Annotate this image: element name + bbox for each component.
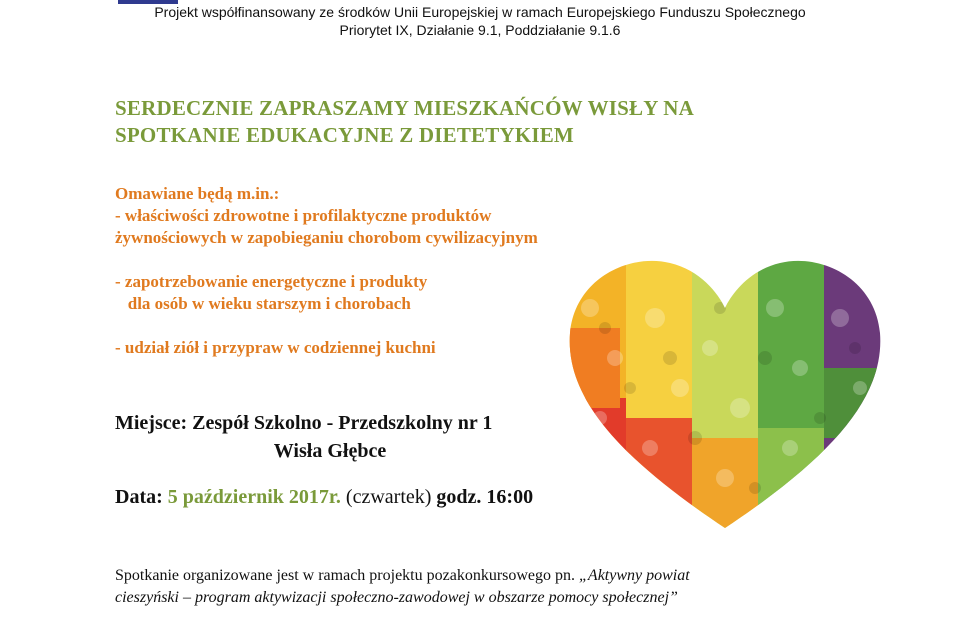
topic-1-line-2: żywnościowych w zapobieganiu chorobom cywilizacyjnym xyxy=(115,228,538,247)
title-line-1: SERDECZNIE ZAPRASZAMY MIESZKAŃCÓW WISŁY NA xyxy=(115,96,694,120)
topic-3: - udział ziół i przypraw w codziennej kuchni xyxy=(115,338,436,357)
topic-2-line-1: - zapotrzebowanie energetyczne i produkty xyxy=(115,272,428,291)
topic-spacer xyxy=(115,315,538,337)
topics-heading: Omawiane będą m.in.: xyxy=(115,184,280,203)
project-note-plain: Spotkanie organizowane jest w ramach projektu pozakonkursowego pn. xyxy=(115,567,580,584)
date-label: Data: xyxy=(115,486,163,508)
date-weekday: (czwartek) xyxy=(345,486,432,508)
topic-spacer xyxy=(115,249,538,271)
project-name-part-1: „Aktywny powiat xyxy=(579,567,690,584)
date-time: godz. 16:00 xyxy=(436,486,534,508)
cofinancing-note: Projekt współfinansowany ze środków Unii Europejskiej w ramach Europejskiego Funduszu Społecznego xyxy=(154,4,806,20)
topic-2-line-2: dla osób w wieku starszym i chorobach xyxy=(115,294,411,313)
invitation-title xyxy=(115,95,694,149)
topic-1-line-1: - właściwości zdrowotne i profilaktyczne produktów xyxy=(115,206,492,225)
venue xyxy=(115,409,545,465)
priority-note: Priorytet IX, Działanie 9.1, Poddziałanie 9.1.6 xyxy=(339,22,621,38)
date-value: 5 październik 2017r. xyxy=(167,486,341,508)
venue-line-2: Wisła Głębce xyxy=(273,440,387,462)
project-name-part-2: cieszyński – program aktywizacji społeczno-zawodowej w obszarze pomocy społecznej” xyxy=(115,589,678,606)
title-line-2: SPOTKANIE EDUKACYJNE Z DIETETYKIEM xyxy=(115,123,574,147)
project-note xyxy=(115,565,690,609)
venue-line-1: Miejsce: Zespół Szkolno - Przedszkolny nr 1 xyxy=(115,412,493,434)
topics-list xyxy=(115,183,538,359)
fruit-vegetable-heart-image xyxy=(560,248,890,533)
event-date xyxy=(115,486,533,509)
